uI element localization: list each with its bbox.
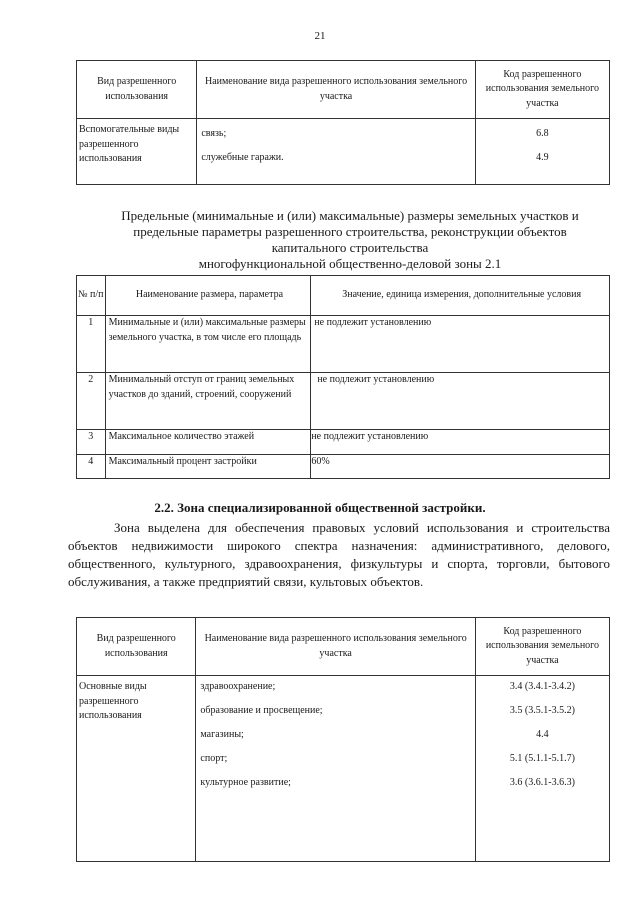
use-name: магазины; bbox=[200, 729, 244, 740]
use-code: 3.6 (3.6.1-3.6.3) bbox=[509, 777, 575, 788]
use-names bbox=[196, 676, 475, 862]
use-name: спорт; bbox=[200, 753, 228, 764]
section-title bbox=[70, 208, 630, 272]
header-use-name: Наименование вида разрешенного использования земельного участка bbox=[197, 61, 475, 119]
use-code: 5.1 (5.1.1-5.1.7) bbox=[509, 753, 575, 764]
header-parameter: Наименование размера, параметра bbox=[105, 276, 311, 316]
row-parameter: Максимальный процент застройки bbox=[105, 455, 311, 479]
group-label: Вспомогательные виды разрешенного использования bbox=[77, 119, 197, 185]
section-title-line: капитального строительства bbox=[271, 240, 429, 255]
row-number: 4 bbox=[77, 455, 106, 479]
use-name: служебные гаражи. bbox=[201, 152, 284, 163]
row-value: 60% bbox=[311, 455, 610, 479]
use-code: 4.9 bbox=[536, 152, 549, 163]
use-names bbox=[197, 119, 475, 185]
use-code: 4.4 bbox=[536, 729, 549, 740]
row-value: не подлежит установлению bbox=[311, 430, 610, 455]
table-row bbox=[77, 455, 610, 479]
permitted-use-table-auxiliary bbox=[76, 60, 610, 185]
row-value: не подлежит установлению bbox=[311, 316, 610, 373]
row-number: 3 bbox=[77, 430, 106, 455]
table-row bbox=[77, 316, 610, 373]
use-name: образование и просвещение; bbox=[200, 705, 323, 716]
row-value: не подлежит установлению bbox=[311, 373, 610, 430]
header-use-type: Вид разрешенного использования bbox=[77, 618, 196, 676]
use-name: культурное развитие; bbox=[200, 777, 291, 788]
row-parameter: Максимальное количество этажей bbox=[105, 430, 311, 455]
header-use-code: Код разрешенного использования земельного участка bbox=[475, 61, 609, 119]
table-row bbox=[77, 373, 610, 430]
section-title-line: Предельные (минимальные и (или) максимальные) размеры земельных участков и bbox=[121, 208, 579, 223]
use-code: 6.8 bbox=[536, 128, 549, 139]
section-title-line: многофункциональной общественно-деловой зоны 2.1 bbox=[198, 256, 502, 271]
parameters-table bbox=[76, 275, 610, 479]
section-title-line: предельные параметры разрешенного строительства, реконструкции объектов bbox=[133, 224, 567, 239]
use-name: связь; bbox=[201, 128, 227, 139]
header-use-code: Код разрешенного использования земельного участка bbox=[475, 618, 609, 676]
zone-paragraph-text: Зона выделена для обеспечения правовых условий использования и строительства объектов недвижимости широкого спектра назначения: административного, делового, общественного, культурного, здравоохранения, физкультуры и спорта, торговли, бытового обслуживания, а также предприятий связи, культовых объектов. bbox=[68, 520, 610, 589]
row-parameter: Минимальные и (или) максимальные размеры земельного участка, в том числе его площадь bbox=[105, 316, 311, 373]
use-codes bbox=[475, 676, 609, 862]
page-number: 21 bbox=[314, 30, 326, 42]
use-code: 3.5 (3.5.1-3.5.2) bbox=[509, 705, 575, 716]
use-name: здравоохранение; bbox=[200, 681, 276, 692]
zone-heading: 2.2. Зона специализированной общественной застройки. bbox=[154, 500, 486, 515]
row-number: 1 bbox=[77, 316, 106, 373]
header-value: Значение, единица измерения, дополнительные условия bbox=[311, 276, 610, 316]
header-use-name: Наименование вида разрешенного использования земельного участка bbox=[196, 618, 475, 676]
row-parameter: Минимальный отступ от границ земельных участков до зданий, строений, сооружений bbox=[105, 373, 311, 430]
row-number: 2 bbox=[77, 373, 106, 430]
use-code: 3.4 (3.4.1-3.4.2) bbox=[509, 681, 575, 692]
group-label: Основные виды разрешенного использования bbox=[77, 676, 196, 862]
zone-paragraph bbox=[68, 519, 610, 591]
table-row bbox=[77, 430, 610, 455]
header-number: № п/п bbox=[77, 276, 106, 316]
use-codes bbox=[475, 119, 609, 185]
permitted-use-table-main bbox=[76, 617, 610, 862]
header-use-type: Вид разрешенного использования bbox=[77, 61, 197, 119]
